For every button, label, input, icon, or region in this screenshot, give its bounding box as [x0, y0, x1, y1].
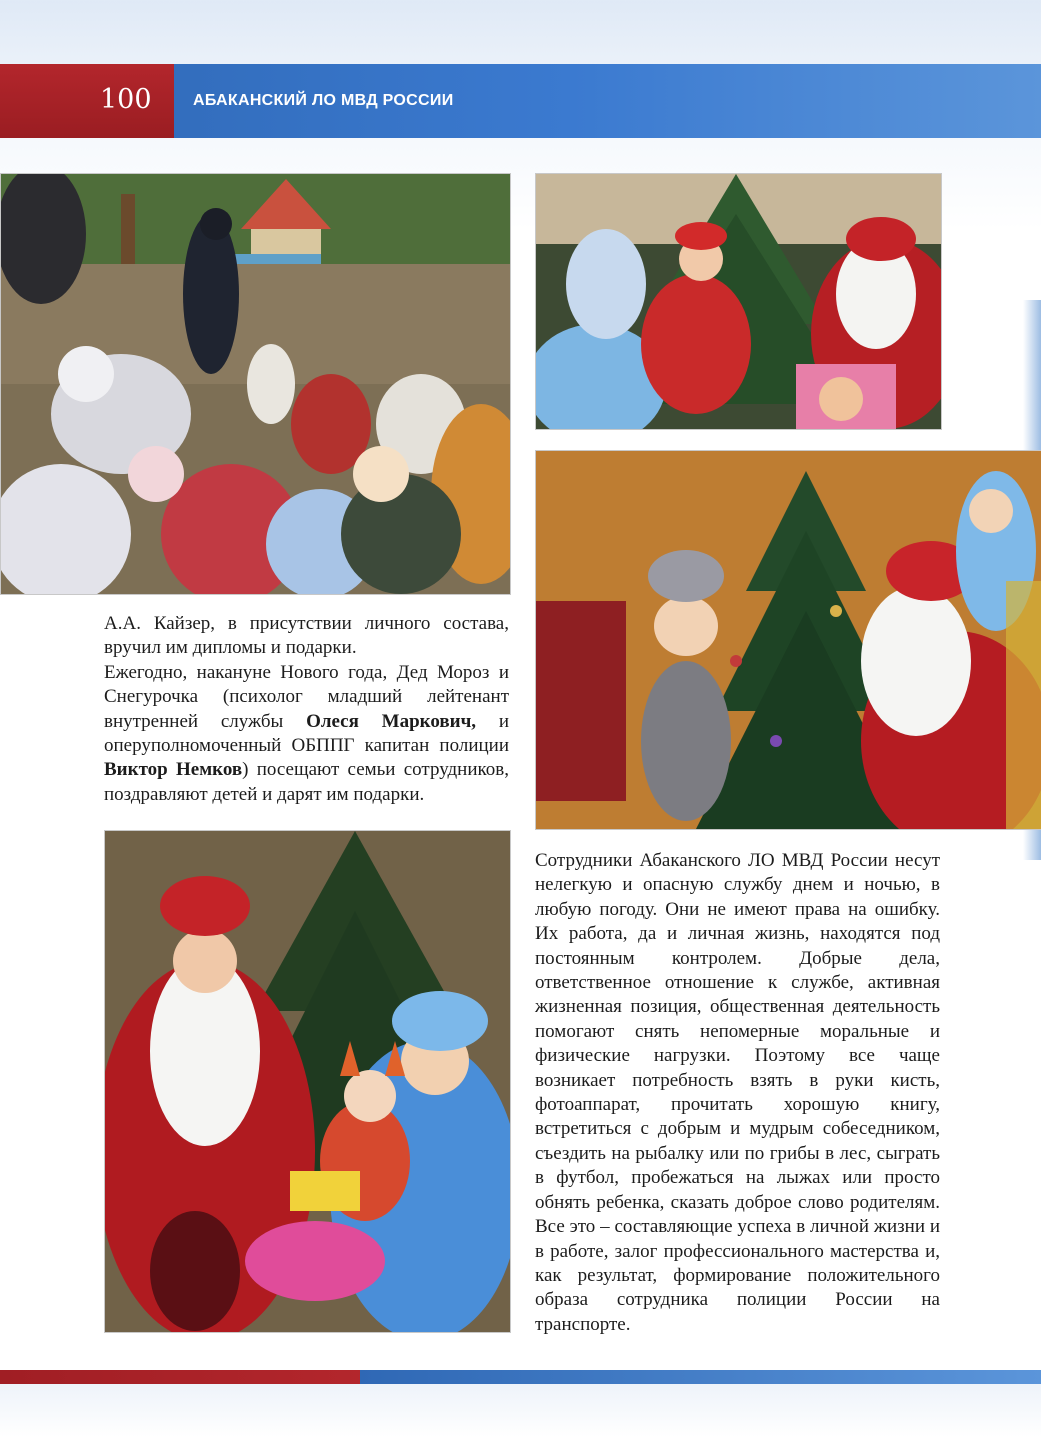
- running-header-title: АБАКАНСКИЙ ЛО МВД РОССИИ: [193, 92, 454, 109]
- text-block-diplomas: [104, 612, 509, 807]
- footer-fade: [0, 1384, 1041, 1437]
- footer-bar-red: [0, 1370, 360, 1384]
- photo-ded-moroz-wolf-child: [535, 450, 1041, 830]
- paragraph-employees-service: Сотрудники Абаканского ЛО МВД России несут нелегкую и опасную службу днем и ночью, в любую погоду. Они не имеют права на ошибку. Их работа, да и личная жизнь, находятся под постоянным контролем. Добрые дела, ответственное отношение к службе, активная жизненная позиция, общественная деятельность помогают снять непомерные моральные и физические нагрузки. Поэтому все чаще возникает потребность взять в руки кисть, фотоаппарат, прочитать хорошую книгу, встретиться с добрым и мудрым собеседником, съездить на рыбалку или по грибы в лес, сыграть в футбол, пробежаться на лыжах или просто обнять ребенка, сказать доброе слово родителям. Все это – составляющие успеха в личной жизни и в работе, залог профессионального мастерства и, как результат, формирование положительного образа сотрудника полиции России на транспорте.: [535, 850, 940, 1335]
- name-olesya-markovich: Олеся Маркович,: [306, 710, 477, 732]
- text-visits-start: Ежегодно, накануне Нового года, Дед Мороз и Снегурочка (психолог младший лейтенант внутренней службы: [104, 661, 509, 732]
- text-block-employees: [535, 849, 940, 1337]
- page-number: 100: [100, 84, 152, 115]
- photo-children-police-outdoor: [0, 173, 511, 595]
- text-visits-end: ) посещают семьи сотрудников, поздравляют детей и дарят им подарки.: [104, 759, 510, 805]
- photo-ded-moroz-fox-girl: [104, 830, 511, 1333]
- paragraph-new-year-visits: [104, 661, 509, 807]
- photo-ded-moroz-elf-child: [535, 173, 942, 430]
- name-viktor-nemkov: Виктор Немков: [104, 759, 243, 781]
- text-visits-mid: и оперуполномоченный ОБППГ капитан полиции: [104, 710, 509, 757]
- footer-bar-blue: [360, 1370, 1041, 1384]
- paragraph-diplomas: А.А. Кайзер, в присутствии личного состава, вручил им дипломы и подарки.: [104, 613, 509, 659]
